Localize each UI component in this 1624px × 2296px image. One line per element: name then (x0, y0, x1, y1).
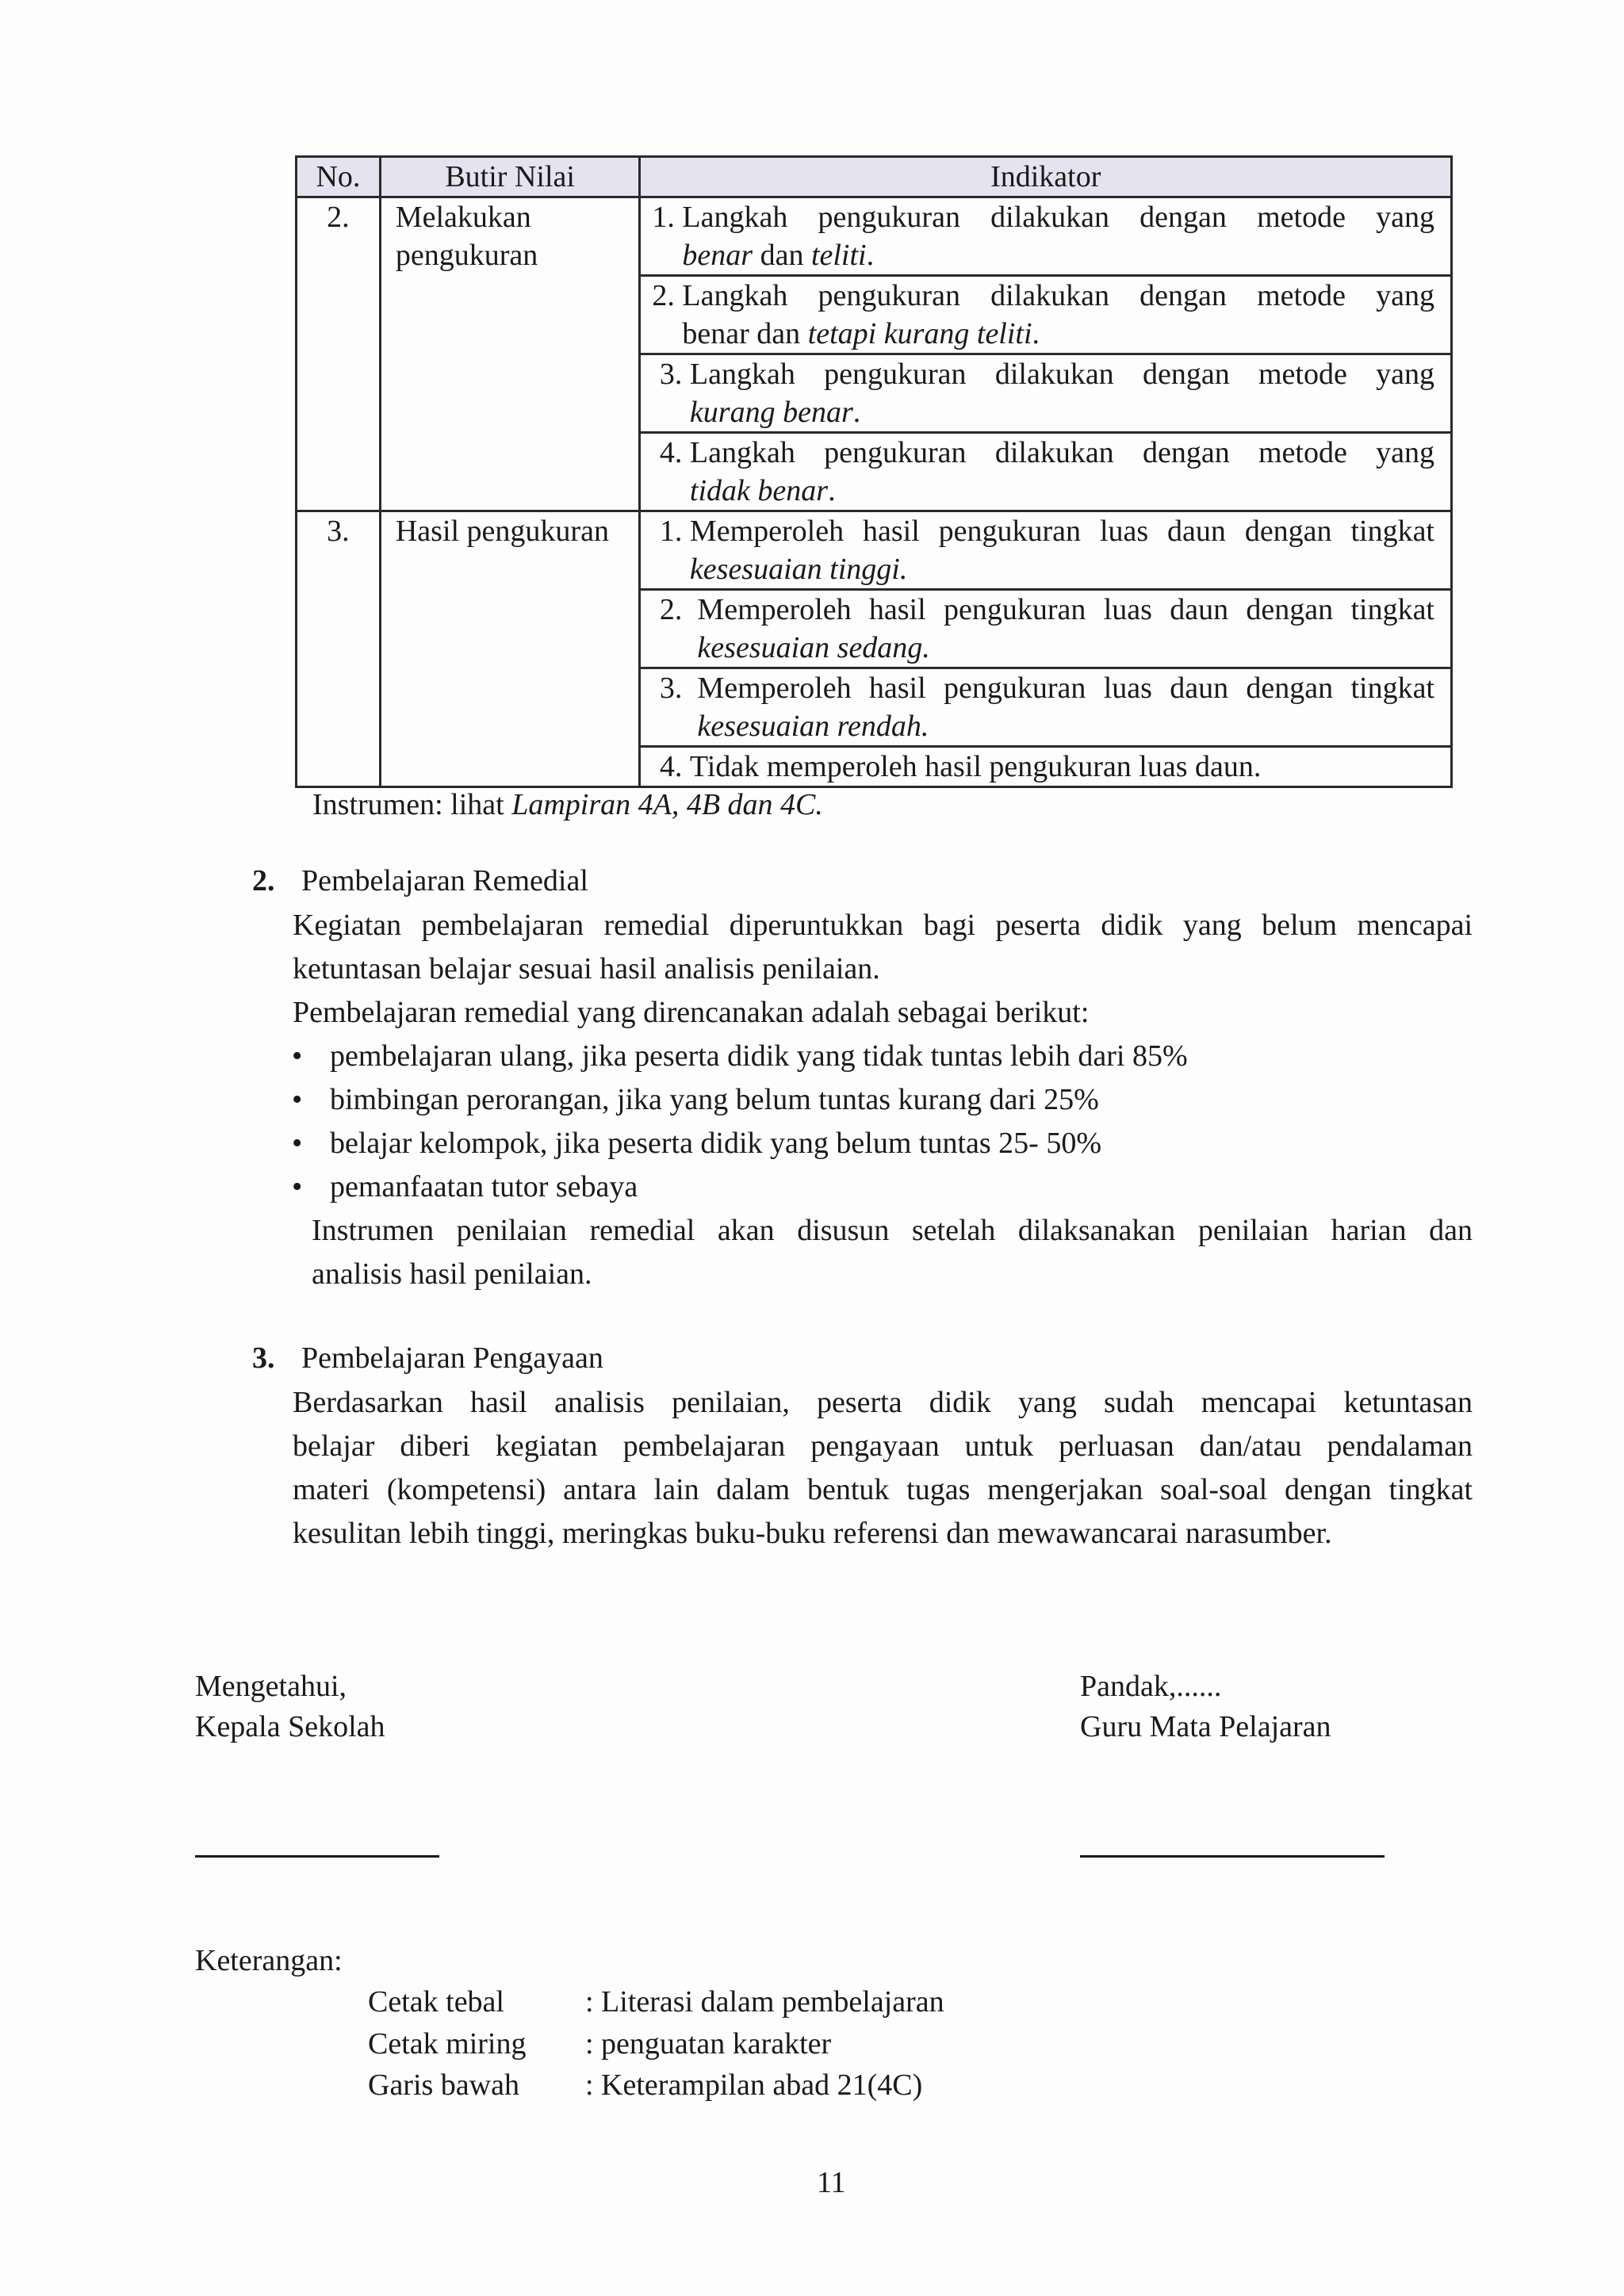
indikator-cell (640, 354, 1452, 433)
indikator-cell (640, 276, 1452, 354)
keterangan-label: Cetak tebal (368, 1985, 504, 2019)
table-header-row (297, 157, 1452, 197)
indikator-cell (640, 433, 1452, 511)
indikator-text-part: dan (753, 239, 811, 272)
header-butir-nilai: Butir Nilai (380, 157, 640, 197)
indikator-number: 2. (652, 279, 683, 312)
bullet-icon: • (292, 1083, 303, 1116)
row-number: 3. (297, 511, 381, 787)
remedial-closing-line: analisis hasil penilaian. (312, 1257, 592, 1291)
keterangan-label: Garis bawah (368, 2068, 519, 2102)
indikator-text: Langkah pengukuran dilakukan dengan metode yang (682, 279, 1434, 312)
pengayaan-paragraph-line: Berdasarkan hasil analisis penilaian, peserta didik yang sudah mencapai ketuntasan (293, 1386, 1473, 1419)
indikator-text-continued (690, 472, 1434, 510)
header-no: No. (297, 157, 381, 197)
remedial-bullet: pemanfaatan tutor sebaya (330, 1170, 638, 1203)
butir-nilai-text: Melakukan (395, 201, 531, 234)
indikator-text-part: . (852, 396, 861, 429)
indikator-emphasis: teliti (810, 239, 867, 272)
signature-left-title: Kepala Sekolah (195, 1710, 385, 1743)
indikator-number: 1. (652, 515, 690, 548)
row-number: 2. (297, 197, 381, 511)
signature-right-place: Pandak,...... (1080, 1670, 1222, 1703)
pengayaan-paragraph-line: kesulitan lebih tinggi, meringkas buku-buku referensi dan mewawancarai narasumber. (293, 1517, 1332, 1550)
pengayaan-paragraph-line: materi (kompetensi) antara lain dalam bentuk tugas mengerjakan soal-soal dengan tingkat (293, 1473, 1473, 1506)
table-row (297, 197, 1452, 276)
remedial-bullet: bimbingan perorangan, jika yang belum tuntas kurang dari 25% (330, 1083, 1099, 1116)
signature-left-label: Mengetahui, (195, 1670, 347, 1703)
keterangan-value: : Literasi dalam pembelajaran (585, 1985, 944, 2019)
indikator-number: 2. (652, 593, 698, 626)
keterangan-value: : Keterampilan abad 21(4C) (585, 2068, 923, 2102)
remedial-number: 2. (252, 864, 275, 897)
indikator-number: 4. (652, 750, 690, 783)
remedial-closing-line: Instrumen penilaian remedial akan disusun setelah dilaksanakan penilaian harian dan (312, 1214, 1473, 1247)
indikator-text-part: . (828, 474, 836, 507)
indikator-emphasis: tidak benar (689, 474, 829, 507)
keterangan-title: Keterangan: (195, 1944, 343, 1977)
indikator-text: Memperoleh hasil pengukuran luas daun dengan tingkat (697, 593, 1434, 626)
bullet-icon: • (292, 1127, 303, 1160)
indikator-text-continued (697, 629, 1434, 667)
indikator-text-continued (690, 393, 1434, 431)
indikator-emphasis: tetapi kurang teliti (807, 317, 1032, 350)
remedial-bullet: belajar kelompok, jika peserta didik yang belum tuntas 25- 50% (330, 1127, 1101, 1160)
signature-line-left (195, 1855, 439, 1858)
indikator-emphasis: kesesuaian sedang. (697, 631, 930, 664)
indikator-text: Tidak memperoleh hasil pengukuran luas daun. (689, 750, 1262, 783)
indikator-emphasis: kesesuaian tinggi. (689, 553, 908, 586)
indikator-text-continued (682, 315, 1434, 353)
indikator-number: 3. (652, 672, 698, 705)
signature-right-title: Guru Mata Pelajaran (1080, 1710, 1331, 1743)
indikator-cell (640, 590, 1452, 668)
butir-nilai-text: Hasil pengukuran (395, 515, 609, 548)
remedial-intro: Pembelajaran remedial yang direncanakan adalah sebagai berikut: (293, 996, 1090, 1029)
butir-nilai-cell (380, 511, 640, 787)
keterangan-value: : penguatan karakter (585, 2027, 832, 2061)
indikator-cell (640, 511, 1452, 590)
remedial-heading: Pembelajaran Remedial (301, 864, 588, 897)
instrumen-note (312, 783, 823, 826)
instrumen-reference: Lampiran 4A, 4B dan 4C. (511, 788, 823, 821)
butir-nilai-cell (380, 197, 640, 511)
indikator-cell (640, 197, 1452, 276)
remedial-bullet: pembelajaran ulang, jika peserta didik yang tidak tuntas lebih dari 85% (330, 1039, 1188, 1073)
indikator-number: 1. (652, 201, 683, 234)
indikator-cell (640, 668, 1452, 747)
indikator-text: Langkah pengukuran dilakukan dengan metode yang (689, 436, 1434, 469)
keterangan-label: Cetak miring (368, 2027, 527, 2061)
indikator-text-part: benar dan (682, 317, 808, 350)
signature-line-right (1080, 1855, 1385, 1858)
instrumen-prefix: Instrumen: lihat (312, 788, 512, 821)
indikator-emphasis: kesesuaian rendah. (697, 710, 929, 743)
indikator-text-part: . (1032, 317, 1040, 350)
indikator-text: Langkah pengukuran dilakukan dengan metode yang (689, 358, 1434, 391)
indikator-text: Memperoleh hasil pengukuran luas daun dengan tingkat (697, 672, 1434, 705)
indikator-emphasis: benar (682, 239, 753, 272)
bullet-icon: • (292, 1039, 303, 1073)
indikator-cell (640, 747, 1452, 787)
rubric-table (295, 155, 1453, 788)
pengayaan-paragraph-line: belajar diberi kegiatan pembelajaran pengayaan untuk perluasan dan/atau pendalaman (293, 1429, 1473, 1463)
indikator-number: 3. (652, 358, 690, 391)
indikator-text: Langkah pengukuran dilakukan dengan metode yang (682, 201, 1434, 234)
indikator-text-continued (697, 707, 1434, 745)
remedial-paragraph-line: Kegiatan pembelajaran remedial diperuntukkan bagi peserta didik yang belum mencapai (293, 909, 1473, 942)
indikator-emphasis: kurang benar (689, 396, 853, 429)
pengayaan-number: 3. (252, 1341, 275, 1375)
indikator-number: 4. (652, 436, 690, 469)
bullet-icon: • (292, 1170, 303, 1203)
indikator-text-continued (690, 550, 1434, 588)
butir-nilai-text: pengukuran (395, 239, 538, 272)
table-row (297, 511, 1452, 590)
header-indikator: Indikator (640, 157, 1452, 197)
page-number: 11 (817, 2166, 846, 2199)
indikator-text-part: . (866, 239, 875, 272)
pengayaan-heading: Pembelajaran Pengayaan (301, 1341, 603, 1375)
remedial-paragraph-line: ketuntasan belajar sesuai hasil analisis penilaian. (293, 952, 880, 985)
indikator-text: Memperoleh hasil pengukuran luas daun dengan tingkat (689, 515, 1434, 548)
indikator-text-continued (682, 236, 1434, 274)
